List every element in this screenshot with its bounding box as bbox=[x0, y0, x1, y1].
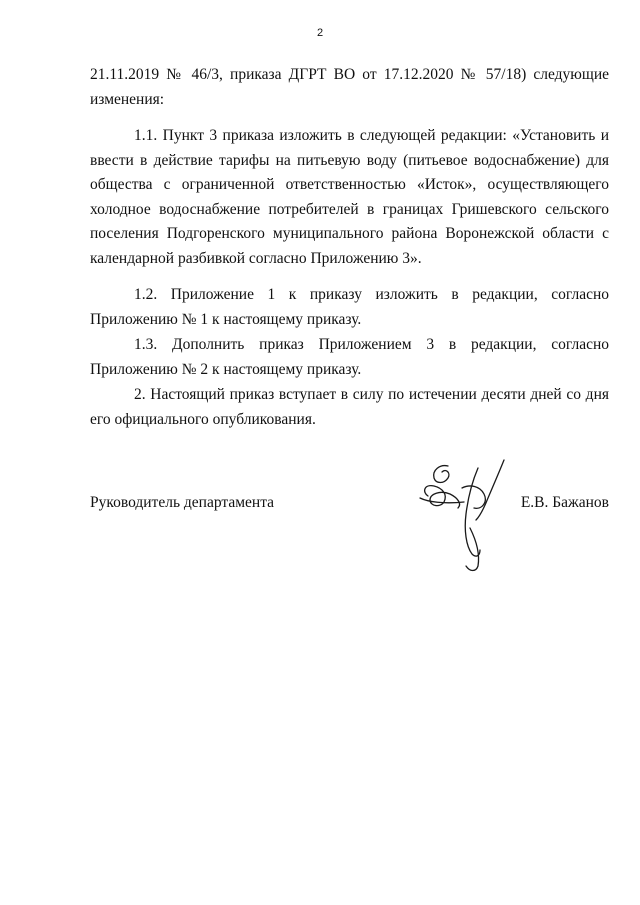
signatory-title: Руководитель департамента bbox=[90, 494, 275, 511]
paragraph-continuation bbox=[90, 63, 609, 112]
paragraph-item-1-1 bbox=[90, 124, 609, 271]
paragraph-item-1-3 bbox=[90, 333, 609, 382]
paragraph-text: 1.2. Приложение 1 к приказу изложить в редакции, согласно Приложению № 1 к настоящему приказу. bbox=[90, 286, 609, 328]
paragraph-item-2 bbox=[90, 383, 609, 432]
page-number: 2 bbox=[316, 27, 324, 39]
paragraph-item-1-2 bbox=[90, 283, 609, 332]
signature-block bbox=[90, 491, 609, 517]
paragraph-text: 1.3. Дополнить приказ Приложением 3 в редакции, согласно Приложению № 2 к настоящему приказу. bbox=[90, 336, 609, 378]
paragraph-text: 1.1. Пункт 3 приказа изложить в следующей редакции: «Установить и ввести в действие тарифы на питьевую воду (питьевое водоснабжение) для общества с ограниченной ответственностью «Исток», осуществляющего холодное водоснабжение потребителей в границах Гришевского сельского поселения Подгоренского муниципального района Воронежской области с календарной разбивкой согласно Приложению 3». bbox=[90, 127, 609, 267]
handwritten-signature bbox=[418, 458, 518, 576]
paragraph-text: 2. Настоящий приказ вступает в силу по истечении десяти дней со дня его официального опубликования. bbox=[90, 386, 609, 428]
paragraph-text: 21.11.2019 № 46/3, приказа ДГРТ ВО от 17.12.2020 № 57/18) следующие изменения: bbox=[90, 66, 609, 108]
signatory-name: Е.В. Бажанов bbox=[520, 494, 609, 511]
